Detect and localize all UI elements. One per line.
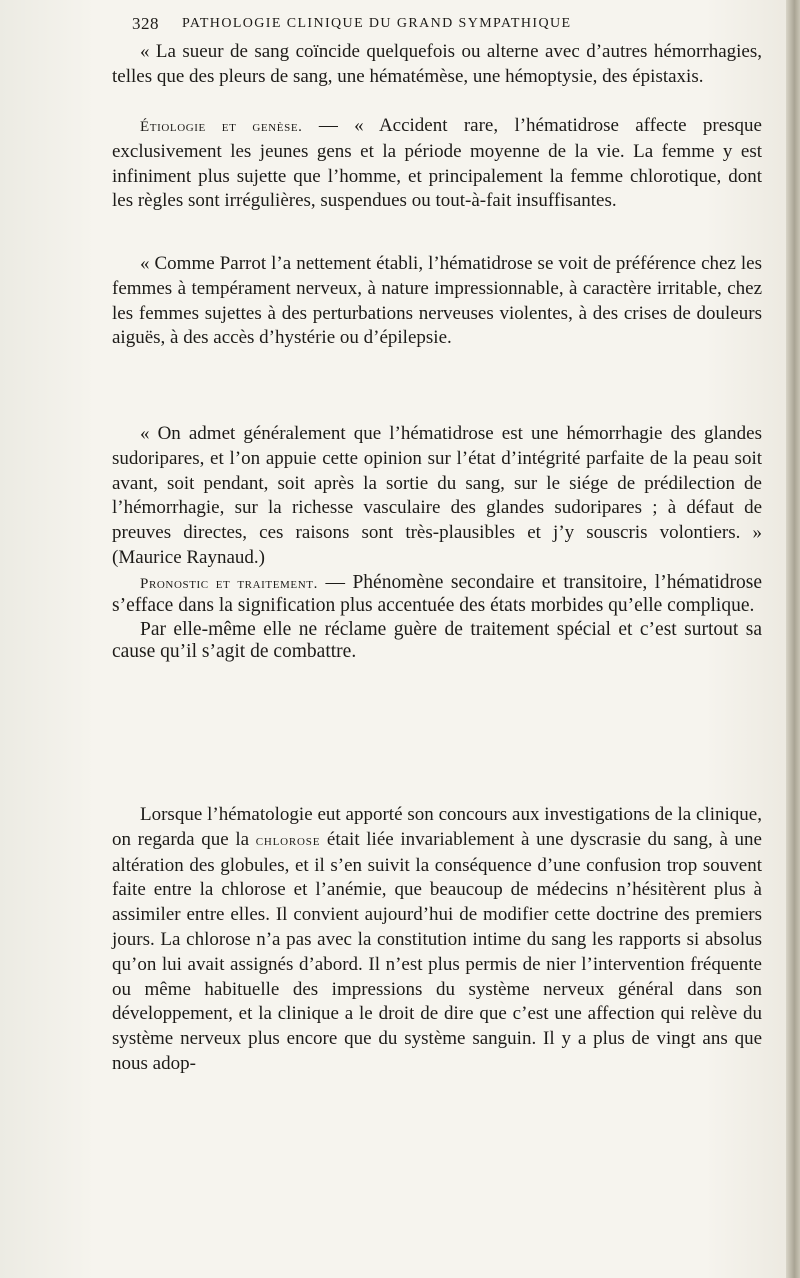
paragraph-text: Par elle-même elle ne réclame guère de traitement spécial et c’est surtout sa cause qu’il s’agit de combattre. xyxy=(112,619,762,662)
paragraph-text: « La sueur de sang coïncide quelquefois ou alterne avec d’autres hémorrhagies, telles que des pleurs de sang, une hématémèse, une hémoptysie, des épistaxis. xyxy=(112,41,762,87)
paragraph-text: « On admet généralement que l’hématidrose est une hémorrhagie des glandes sudoripares, et l’on appuie cette opinion sur l’état d’intégrité parfaite de la peau soit avant, soit pendant, soit après la sortie du sang, sur le siége de prédilection de l’hémorrhagie, sur la richesse vasculaire des glandes sudoripares ; à défaut de preuves directes, ces raisons sont très-plausibles et j’y souscris volontiers. » (Maurice Raynaud.) xyxy=(112,423,762,568)
running-title: PATHOLOGIE CLINIQUE DU GRAND SYMPATHIQUE xyxy=(182,16,572,31)
section-heading-etiologie: Étiologie et genèse. xyxy=(140,119,303,135)
page-header xyxy=(132,14,760,38)
paragraph-text xyxy=(112,114,762,214)
paragraph-body: était liée invariablement à une dyscrasie du sang, à une altération des globules, et il s’en suivit la conséquence d’une confusion trop souvent faite entre la chlorose et l’anémie, que beaucoup de médecins n’hésitèrent plus à assimiler entre elles. Il convient aujourd’hui de modifier cette doctrine des premiers jours. La chlorose n’a pas avec la constitution intime du sang les rapports si absolus qu’on lui avait assignés d’abord. Il n’est plus permis de nier l’intervention fréquente ou même habituelle des impressions du système nerveux général dans son développement, et la clinique a le droit de dire que c’est une affection qui relève du système nerveux plus encore que du système sanguin. Il y a plus de vingt ans que nous adop- xyxy=(112,828,762,1074)
paragraph-pronostic xyxy=(112,572,762,617)
paragraph-body: Lorsque l’hématologie eut apporté son concours aux investigations de la clinique, on regarda que la xyxy=(112,804,762,850)
paragraph-sueur-de-sang xyxy=(112,40,762,90)
paragraph-parrot xyxy=(112,252,762,351)
paragraph-traitement xyxy=(112,619,762,663)
paragraph-text: « Comme Parrot l’a nettement établi, l’hématidrose se voit de préférence chez les femmes à tempérament nerveux, à nature impressionnable, à caractère irritable, chez les femmes sujettes à des perturbations nerveuses violentes, à des crises de douleurs aiguës, à des accès d’hystérie ou d’épilepsie. xyxy=(112,253,762,349)
paragraph-text xyxy=(112,572,762,617)
paragraph-etiologie xyxy=(112,114,762,214)
page-number: 328 xyxy=(132,14,159,33)
paragraph-body: — « Accident rare, l’hématidrose affecte presque exclusivement les jeunes gens et la période moyenne de la vie. La femme y est infiniment plus sujette que l’homme, et principalement la femme chlorotique, dont les règles sont irrégulières, suspendues ou tout-à-fait insuffisantes. xyxy=(112,115,762,212)
term-chlorose: chlorose xyxy=(255,831,321,849)
paragraph-chlorose xyxy=(112,803,762,1077)
paragraph-body: — Phénomène secondaire et transitoire, l’hématidrose s’efface dans la signification plus accentuée des états morbides qu’elle complique. xyxy=(112,572,762,616)
paragraph-text xyxy=(112,803,762,1077)
paragraph-glandes-sudoripares xyxy=(112,422,762,571)
section-heading-pronostic: Pronostic et traitement. xyxy=(140,576,318,592)
book-spine-edge xyxy=(786,0,800,1278)
